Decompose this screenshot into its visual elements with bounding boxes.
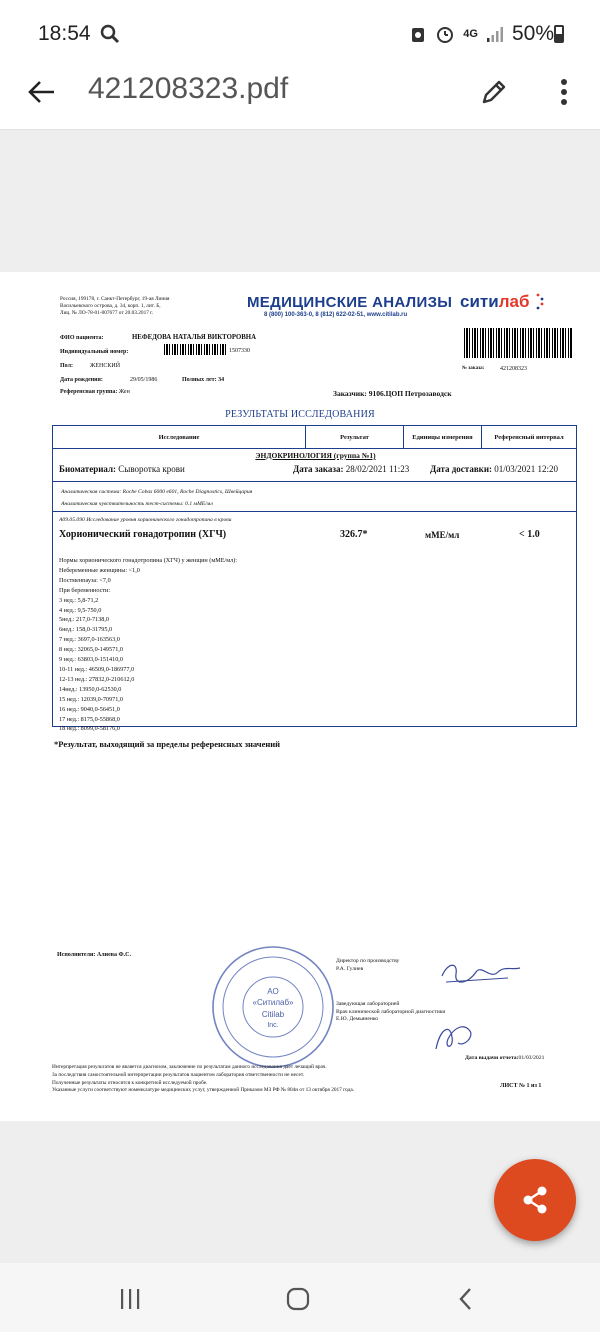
pencil-icon[interactable] — [478, 76, 510, 108]
norm-line: 12-13 нед.: 27832,0-210612,0 — [59, 675, 135, 683]
address-line: Россия, 199178, г. Санкт-Петербург, 19-ая Линия — [60, 296, 170, 302]
th-reference: Референсный интервал — [482, 426, 576, 449]
customer: Заказчик: 9106.ЦОП Петрозаводск — [333, 389, 452, 398]
norm-line: 10-11 нед.: 46509,0-186977,0 — [59, 665, 135, 673]
disclaimer — [52, 1064, 492, 1095]
age-label: Полных лет: — [182, 377, 217, 383]
category-title: ЭНДОКРИНОЛОГИЯ (группа №1) — [255, 451, 376, 460]
dob-row — [60, 377, 103, 383]
biomaterial-row — [59, 464, 185, 474]
age-row — [182, 377, 224, 383]
norm-line: 6нед.: 158,0-31795,0 — [59, 626, 113, 634]
logo-accent-text: лаб — [498, 292, 530, 311]
executors: Исполнители: Алиева Ф.С. — [57, 952, 131, 958]
patient-id-row — [60, 349, 128, 355]
lab-head-title: Заведующая лабораторией — [336, 1001, 400, 1007]
director-name: Р.А. Гулиев — [336, 965, 364, 972]
fio-label: ФИО пациента: — [60, 335, 104, 341]
order-barcode — [464, 328, 572, 358]
footnote: *Результат, выходящий за пределы референсных значений — [54, 739, 281, 749]
signal-icon — [486, 25, 504, 43]
norm-line: Небеременные женщины: <1,0 — [59, 566, 140, 574]
issue-date-row — [465, 1055, 544, 1061]
ref-group-label: Референсная группа: — [60, 389, 118, 395]
norm-line: 8 нед.: 32065,0-149571,0 — [59, 646, 123, 654]
director-title: Директор по производству — [336, 958, 400, 964]
disclaimer-line: Интерпретация результатов не является диагнозом, заключение по результатам данного исследования дает лечащий врач. — [52, 1064, 327, 1070]
norm-line: 15 нед.: 12039,0-70971,0 — [59, 695, 123, 703]
test-name: Хорионический гонадотропин (ХГЧ) — [59, 529, 227, 540]
norm-line: 9 нед.: 63803,0-151410,0 — [59, 656, 123, 664]
th-units: Единицы измерения — [404, 426, 482, 449]
test-units: мМЕ/мл — [425, 530, 460, 540]
sex-label: Пол: — [60, 363, 73, 369]
alarm-icon — [435, 24, 455, 44]
norm-line: 7 нед.: 3697,0-163563,0 — [59, 636, 120, 644]
recent-apps-icon — [118, 1287, 142, 1311]
test-value: 326.7* — [340, 529, 368, 540]
patient-age: 34 — [218, 377, 225, 383]
logo-dots-icon — [536, 292, 544, 312]
norm-line: 16 нед.: 9040,0-56451,0 — [59, 705, 120, 713]
battery-icon — [554, 25, 564, 43]
lab-head-block — [336, 1001, 445, 1024]
stamp-name-text: «Ситилаб» — [252, 998, 294, 1007]
pdf-page[interactable] — [0, 272, 600, 1121]
results-table — [52, 425, 577, 733]
brand-phones: 8 (800) 100-363-0, 8 (812) 622-02-51, www.citilab.ru — [264, 312, 408, 318]
norm-line: 18 нед.: 8099,0-58176,0 — [59, 725, 120, 733]
norm-line: Постменпауза: <7,0 — [59, 576, 111, 584]
issue-date: 01/03/2021 — [518, 1055, 545, 1061]
delivery-date-row — [430, 464, 558, 474]
biomaterial-label: Биоматериал: — [59, 464, 117, 474]
back-arrow-icon[interactable] — [26, 76, 58, 108]
address-line: Васильевского острова, д. 34, корп. 1, лит. Б, — [60, 303, 161, 309]
norm-line: 5нед.: 217,0-7138,0 — [59, 616, 110, 624]
id-label: Индивидуальный номер: — [60, 349, 129, 355]
norm-line: При беременности: — [59, 586, 111, 594]
status-time: 18:54 — [38, 22, 91, 45]
battery-percent: 50% — [511, 22, 554, 45]
delivery-date-label: Дата доставки: — [430, 464, 493, 474]
patient-fio-row — [60, 335, 104, 341]
results-title: РЕЗУЛЬТАТЫ ИССЛЕДОВАНИЯ — [225, 409, 375, 420]
director-signature — [438, 960, 522, 990]
sex-row — [60, 363, 73, 369]
norms-list — [59, 556, 237, 734]
order-date: 28/02/2021 11:23 — [345, 464, 410, 474]
search-icon — [100, 24, 120, 44]
app-bar — [0, 66, 600, 130]
patient-fio: НЕФЕДОВА НАТАЛЬЯ ВИКТОРОВНА — [132, 334, 256, 341]
lab-head-position: Врач клинической лабораторной диагностики — [336, 1008, 446, 1015]
patient-dob: 29/05/1986 — [130, 377, 158, 383]
norm-line: 14нед.: 13950,0-62530,0 — [59, 685, 122, 693]
analytic-system: Аналитическая система: Roche Cobas 6000 e601, Roche Diagnostics, Швейцария — [61, 489, 253, 495]
recycle-notification-icon — [409, 25, 427, 43]
chevron-left-icon — [456, 1286, 476, 1312]
norm-line: 3 нед.: 5,8-71,2 — [59, 596, 99, 604]
th-result: Результат — [306, 426, 404, 449]
home-icon — [285, 1286, 311, 1312]
dob-label: Дата рождения: — [60, 377, 103, 383]
file-title: 421208323.pdf — [88, 72, 289, 105]
share-button[interactable] — [494, 1159, 576, 1241]
order-label-text: № заказа: — [462, 366, 485, 371]
order-date-label: Дата заказа: — [293, 464, 344, 474]
row-divider — [53, 511, 576, 512]
sensitivity: Аналитическая чувствительность тест-системы: 0.1 мМЕ/мл — [61, 501, 213, 507]
delivery-date: 01/03/2021 12:20 — [494, 464, 559, 474]
ref-group-row — [60, 389, 130, 395]
biomaterial: Сыворотка крови — [118, 464, 185, 474]
order-label — [462, 366, 484, 371]
logo-main-text: сити — [460, 292, 499, 311]
disclaimer-line: Указанные услуги соответствуют номенклатуре медицинских услуг, утвержденной Приказом МЗ РФ № 804н от 13 октября 2017 года. — [52, 1087, 355, 1094]
patient-sex: ЖЕНСКИЙ — [90, 363, 121, 369]
home-button[interactable] — [278, 1285, 318, 1313]
issue-label: Дата выдачи отчета: — [465, 1055, 519, 1061]
status-bar — [0, 0, 600, 66]
norm-line: 17 нед.: 8175,0-55868,0 — [59, 715, 120, 723]
ref-group: Жен — [118, 389, 130, 395]
sheet-number: ЛИСТ № 1 из 1 — [500, 1083, 542, 1089]
procedure: A09.05.090 Исследование уровня хорионического гонадотропина в крови — [59, 517, 232, 523]
address-line: Лиц. № ЛО-78-01-007677 от 20.03.2017 г. — [60, 310, 154, 316]
network-type: 4G — [463, 28, 478, 40]
stamp-inc-text: Inc. — [267, 1022, 279, 1029]
recent-apps-button[interactable] — [110, 1285, 150, 1313]
th-test: Исследование — [53, 426, 306, 449]
norm-line: Нормы хорионического гонадотропина (ХГЧ) у женщин (мМЕ/мл): — [59, 557, 238, 564]
lab-head-name: Е.Ю. Демьяненко — [336, 1016, 379, 1022]
brand-title: МЕДИЦИНСКИЕ АНАЛИЗЫ — [247, 294, 453, 311]
stamp-en-text: Citilab — [261, 1010, 285, 1019]
citilab-logo — [460, 292, 529, 312]
order-number: 421208323 — [500, 366, 527, 372]
system-back-button[interactable] — [446, 1285, 486, 1313]
row-divider — [53, 481, 576, 482]
system-nav-bar — [0, 1263, 600, 1332]
share-icon — [518, 1183, 552, 1217]
lab-head-signature — [430, 1019, 480, 1055]
disclaimer-line: Полученные результаты относятся к конкретной исследуемой пробе. — [52, 1079, 208, 1086]
more-vertical-icon[interactable] — [552, 76, 576, 108]
lab-address — [60, 296, 240, 317]
company-stamp — [210, 944, 336, 1070]
test-reference: < 1.0 — [519, 529, 540, 540]
disclaimer-line: За последствия самостоятельной интерпретации результатов пациентом лаборатория ответственности не несет. — [52, 1071, 305, 1078]
director-block — [336, 958, 399, 973]
patient-barcode — [164, 344, 226, 355]
patient-id: 1507330 — [229, 348, 250, 354]
order-date-row — [293, 464, 409, 474]
stamp-top-text: АО — [267, 987, 279, 996]
norm-line: 4 нед.: 9,5-750,0 — [59, 606, 102, 614]
